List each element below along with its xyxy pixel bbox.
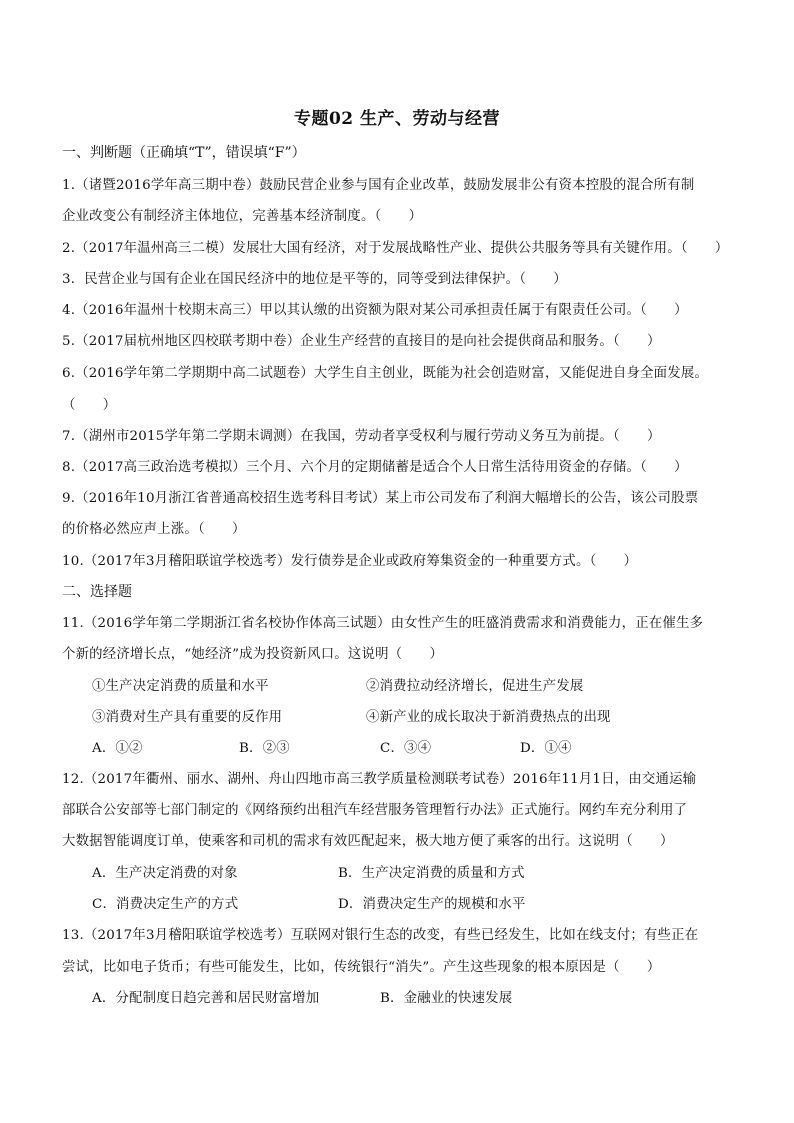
q12-option-b: B．生产决定消费的质量和方式 [338, 866, 525, 881]
question-5: 5.（2017届杭州地区四校联考期中卷）企业生产经营的直接目的是向社会提供商品和服务。（ ） [62, 334, 661, 349]
q11-statement-1: ①生产决定消费的质量和水平 [92, 679, 269, 694]
question-6-line-1: 6.（2016学年第二学期期中高二试题卷）大学生自主创业，既能为社会创造财富，又能促进自身全面发展。 [62, 366, 709, 381]
document-title: 专题02 生产、劳动与经营 [293, 109, 501, 129]
question-12-line-3: 大数据智能调度订单，使乘客和司机的需求有效匹配起来，极大地方便了乘客的出行。这说明（ ） [62, 834, 674, 849]
q11-statement-2: ②消费拉动经济增长，促进生产发展 [366, 679, 584, 694]
q13-option-b: B．金融业的快速发展 [380, 991, 513, 1006]
question-11-line-2: 个新的经济增长点，“她经济”成为投资新风口。这说明（ ） [62, 647, 444, 662]
question-3: 3．民营企业与国有企业在国民经济中的地位是平等的，同等受到法律保护。（ ） [62, 272, 567, 287]
question-9-line-1: 9.（2016年10月浙江省普通高校招生选考科目考试）某上市公司发布了利润大幅增长的公告，该公司股票 [62, 491, 699, 506]
q11-option-c: C．③④ [380, 741, 432, 756]
q11-option-a: A．①② [92, 741, 143, 756]
question-8: 8.（2017高三政治选考模拟）三个月、六个月的定期储蓄是适合个人日常生活待用资金的存储。（ ） [62, 460, 688, 475]
question-1-line-2: 企业改变公有制经济主体地位，完善基本经济制度。（ ） [62, 209, 423, 224]
section-heading-choice: 二、选择题 [62, 584, 132, 600]
question-4: 4.（2016年温州十校期末高三）甲以其认缴的出资额为限对某公司承担责任属于有限责任公司。（ ） [62, 303, 688, 318]
q12-option-d: D．消费决定生产的规模和水平 [338, 897, 526, 912]
q13-option-a: A．分配制度日趋完善和居民财富增加 [92, 991, 320, 1006]
q12-option-c: C．消费决定生产的方式 [92, 897, 239, 912]
question-11-line-1: 11.（2016学年第二学期浙江省名校协作体高三试题）由女性产生的旺盛消费需求和消费能力，正在催生多 [62, 616, 704, 631]
question-6-line-2: （ ） [62, 398, 117, 413]
q11-option-b: B．②③ [239, 741, 290, 756]
q11-option-d: D．①④ [520, 741, 572, 756]
question-12-line-2: 部联合公安部等七部门制定的《网络预约出租汽车经营服务管理暂行办法》正式施行。网约车充分利用了 [62, 803, 688, 818]
q12-option-a: A．生产决定消费的对象 [92, 866, 238, 881]
question-13-line-2: 尝试，比如电子货币；有些可能发生，比如，传统银行“消失”。产生这些现象的根本原因是（ ） [62, 960, 661, 975]
q11-statement-3: ③消费对生产具有重要的反作用 [92, 710, 283, 725]
question-13-line-1: 13.（2017年3月稽阳联谊学校选考）互联网对银行生态的改变，有些已经发生，比如在线支付；有些正在 [62, 928, 699, 943]
q11-statement-4: ④新产业的成长取决于新消费热点的出现 [366, 710, 611, 725]
question-2: 2.（2017年温州高三二模）发展壮大国有经济，对于发展战略性产业、提供公共服务等具有关键作用。（ ） [62, 241, 729, 256]
question-7: 7.（湖州市2015学年第二学期末调测）在我国，劳动者享受权利与履行劳动义务互为前提。（ ） [62, 429, 661, 444]
question-10: 10.（2017年3月稽阳联谊学校选考）发行债券是企业或政府筹集资金的一种重要方式。（ ） [62, 554, 638, 569]
section-heading-judgment: 一、判断题（正确填“T”，错误填“F”） [62, 145, 306, 161]
question-1-line-1: 1.（诸暨2016学年高三期中卷）鼓励民营企业参与国有企业改革，鼓励发展非公有资本控股的混合所有制 [62, 178, 695, 193]
question-9-line-2: 的价格必然应声上涨。（ ） [62, 522, 246, 537]
question-12-line-1: 12.（2017年衢州、丽水、湖州、舟山四地市高三教学质量检测联考试卷）2016年11月1日，由交通运输 [62, 772, 697, 787]
